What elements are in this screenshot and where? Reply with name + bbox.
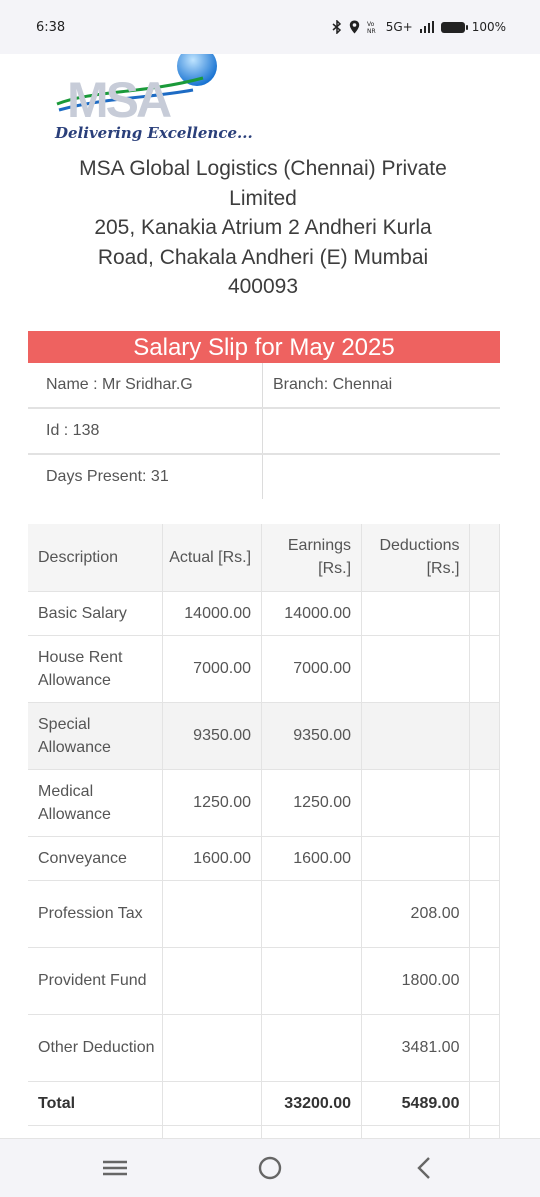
table-row xyxy=(28,1014,500,1081)
total-earnings: 33200.00 xyxy=(262,1081,362,1125)
row-description: Profession Tax xyxy=(28,880,162,947)
row-earnings: 1600.00 xyxy=(262,836,362,880)
row-actual: 7000.00 xyxy=(162,635,261,702)
row-actual: 1600.00 xyxy=(162,836,261,880)
location-icon xyxy=(349,20,360,34)
row-extra xyxy=(470,836,500,880)
back-icon[interactable] xyxy=(410,1153,440,1183)
row-deductions xyxy=(362,836,470,880)
company-info xyxy=(70,154,456,302)
svg-text:NR: NR xyxy=(366,28,376,34)
row-earnings: 14000.00 xyxy=(262,591,362,635)
row-deductions xyxy=(362,702,470,769)
row-earnings: 9350.00 xyxy=(262,702,362,769)
page-content xyxy=(0,54,540,1138)
signal-icon xyxy=(420,21,434,33)
table-row xyxy=(28,880,500,947)
row-earnings xyxy=(262,880,362,947)
row-extra xyxy=(470,947,500,1014)
row-deductions xyxy=(362,591,470,635)
table-row xyxy=(28,591,500,635)
company-logo xyxy=(53,54,253,148)
row-deductions: 3481.00 xyxy=(362,1014,470,1081)
row-actual xyxy=(162,947,261,1014)
row-deductions xyxy=(362,635,470,702)
employee-branch: Branch: Chennai xyxy=(273,376,393,393)
row-deductions: 1800.00 xyxy=(362,947,470,1014)
table-row xyxy=(28,947,500,1014)
table-spacer-row xyxy=(28,1125,500,1138)
recent-apps-icon[interactable] xyxy=(100,1153,130,1183)
total-label: Total xyxy=(28,1081,162,1125)
home-icon[interactable] xyxy=(255,1153,285,1183)
header-actual: Actual [Rs.] xyxy=(162,524,261,591)
row-description: Conveyance xyxy=(28,836,162,880)
row-extra xyxy=(470,880,500,947)
svg-text:Vo: Vo xyxy=(366,21,374,28)
table-row xyxy=(28,836,500,880)
row-description: Medical Allowance xyxy=(28,769,162,836)
logo-text: MSA xyxy=(67,72,170,128)
row-earnings: 7000.00 xyxy=(262,635,362,702)
header-extra xyxy=(470,524,500,591)
bluetooth-icon xyxy=(332,20,342,34)
row-deductions xyxy=(362,769,470,836)
row-actual xyxy=(162,880,261,947)
navigation-bar xyxy=(0,1138,540,1197)
row-earnings: 1250.00 xyxy=(262,769,362,836)
employee-info xyxy=(28,363,500,499)
status-time: 6:38 xyxy=(36,19,66,35)
employee-name: Name : Mr Sridhar.G xyxy=(28,363,263,407)
total-row xyxy=(28,1081,500,1125)
table-row xyxy=(28,635,500,702)
row-description: Provident Fund xyxy=(28,947,162,1014)
row-actual: 1250.00 xyxy=(162,769,261,836)
row-actual: 9350.00 xyxy=(162,702,261,769)
table-header-row xyxy=(28,524,500,591)
row-extra xyxy=(470,1014,500,1081)
total-actual xyxy=(162,1081,261,1125)
salary-table xyxy=(28,524,500,1138)
network-type: 5G+ xyxy=(385,20,413,34)
table-row xyxy=(28,702,500,769)
row-description: House Rent Allowance xyxy=(28,635,162,702)
row-earnings xyxy=(262,947,362,1014)
status-icons xyxy=(332,20,506,34)
row-description: Special Allowance xyxy=(28,702,162,769)
header-deductions: Deductions [Rs.] xyxy=(362,524,470,591)
employee-id: Id : 138 xyxy=(28,409,263,453)
logo-tagline: Delivering Excellence... xyxy=(55,124,253,142)
table-row xyxy=(28,769,500,836)
total-deductions: 5489.00 xyxy=(362,1081,470,1125)
empty-cell xyxy=(263,455,500,499)
row-extra xyxy=(470,769,500,836)
days-present: Days Present: 31 xyxy=(28,455,263,499)
battery-icon xyxy=(441,22,465,33)
row-extra xyxy=(470,702,500,769)
empty-cell xyxy=(263,409,500,453)
status-bar xyxy=(0,0,540,54)
row-actual xyxy=(162,1014,261,1081)
volte-icon xyxy=(367,20,379,34)
header-earnings: Earnings [Rs.] xyxy=(262,524,362,591)
row-extra xyxy=(470,635,500,702)
row-actual: 14000.00 xyxy=(162,591,261,635)
row-description: Basic Salary xyxy=(28,591,162,635)
header-description: Description xyxy=(28,524,162,591)
battery-percent: 100% xyxy=(471,20,506,34)
company-name: MSA Global Logistics (Chennai) Private Limited xyxy=(79,157,447,210)
row-earnings xyxy=(262,1014,362,1081)
total-extra xyxy=(470,1081,500,1125)
row-deductions: 208.00 xyxy=(362,880,470,947)
company-address: 205, Kanakia Atrium 2 Andheri Kurla Road, Chakala Andheri (E) Mumbai 400093 xyxy=(94,216,432,298)
row-description: Other Deduction xyxy=(28,1014,162,1081)
salary-slip-title: Salary Slip for May 2025 xyxy=(28,331,500,363)
row-extra xyxy=(470,591,500,635)
